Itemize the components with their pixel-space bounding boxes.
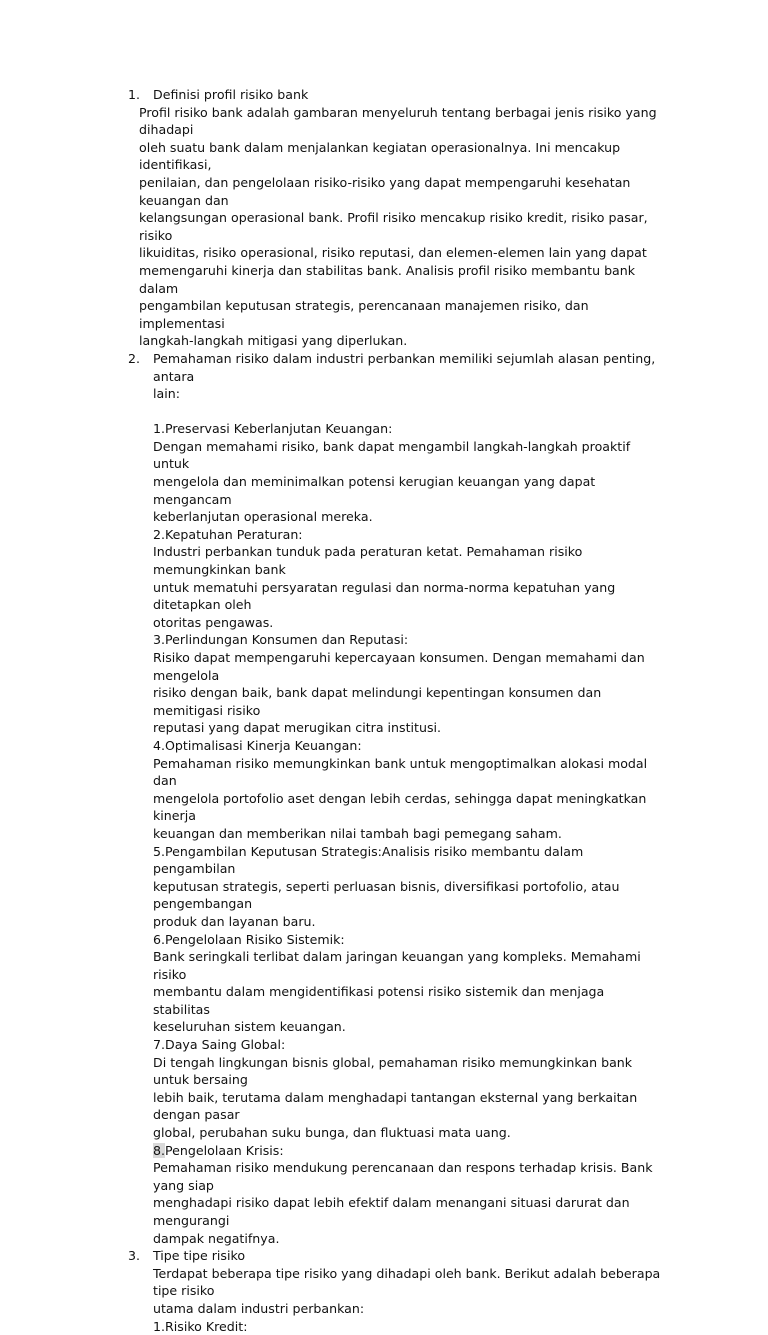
reason-body: Dengan memahami risiko, bank dapat mengambil langkah-langkah proaktif untuk mengelola dan meminimalkan potensi kerugian keuangan yang dapat mengancam keberlanjutan operasional mereka. — [153, 438, 631, 525]
item-body: Profil risiko bank adalah gambaran menyeluruh tentang berbagai jenis risiko yang dihadapi oleh suatu bank dalam menjalankan kegiatan operasionalnya. Ini mencakup identifikasi, penilaian, dan pengelolaan risiko-risiko yang dapat mempengaruhi kesehatan keuangan dan kelangsungan operasional bank. Profil risiko mencakup risiko kredit, risiko pasar, risiko likuiditas, risiko operasional, risiko reputasi, dan elemen-elemen lain yang dapat memengaruhi kinerja dan stabilitas bank. Analisis profil risiko membantu bank dalam pengambilan keputusan strategis, perencanaan manajemen risiko, dan implementasi langkah-langkah mitigasi yang diperlukan. — [139, 104, 657, 349]
reason-heading — [153, 1142, 664, 1160]
item-body: Terdapat beberapa tipe risiko yang dihadapi oleh bank. Berikut adalah beberapa tipe risiko utama dalam industri perbankan: — [153, 1265, 661, 1316]
reason-block — [153, 931, 664, 1037]
list-item-2 — [128, 350, 664, 1247]
highlighted-number: 8. — [153, 1142, 166, 1158]
reason-heading: 1.Preservasi Keberlanjutan Keuangan: — [153, 421, 393, 437]
reason-block — [153, 420, 664, 526]
item-title: Pemahaman risiko dalam industri perbankan memiliki sejumlah alasan penting, antara lain: — [153, 350, 656, 402]
reason-heading: 6.Pengelolaan Risiko Sistemik: — [153, 931, 345, 947]
blank-line — [153, 403, 664, 421]
reason-block — [153, 631, 664, 737]
reasons-list — [153, 420, 664, 1247]
reason-heading: 7.Daya Saing Global: — [153, 1037, 286, 1053]
reason-heading: 3.Perlindungan Konsumen dan Reputasi: — [153, 632, 409, 648]
reason-body: Industri perbankan tunduk pada peraturan ketat. Pemahaman risiko memungkinkan bank untuk mematuhi persyaratan regulasi dan norma-norma kepatuhan yang ditetapkan oleh otoritas pengawas. — [153, 544, 616, 630]
reason-heading: 4.Optimalisasi Kinerja Keuangan: — [153, 737, 362, 753]
reason-body: Bank seringkali terlibat dalam jaringan keuangan yang kompleks. Memahami risiko membantu dalam mengidentifikasi potensi risiko sistemik dan menjaga stabilitas keseluruhan sistem keuangan. — [153, 949, 641, 1035]
reason-body: Di tengah lingkungan bisnis global, pemahaman risiko memungkinkan bank untuk bersaing lebih baik, terutama dalam menghadapi tantangan eksternal yang berkaitan dengan pasar global, perubahan suku bunga, dan fluktuasi mata uang. — [153, 1054, 638, 1141]
reason-block — [153, 1142, 664, 1248]
reason-block — [153, 526, 664, 632]
reason-block — [153, 1036, 664, 1142]
item-title: Tipe tipe risiko — [153, 1248, 246, 1264]
reason-body: Risiko dapat mempengaruhi kepercayaan konsumen. Dengan memahami dan mengelola risiko dengan baik, bank dapat melindungi kepentingan konsumen dan memitigasi risiko reputasi yang dapat merugikan citra institusi. — [153, 650, 645, 736]
list-item-3 — [128, 1247, 664, 1335]
list-item-1 — [128, 86, 664, 350]
list-number: 1. — [128, 87, 141, 102]
reason-heading: 2.Kepatuhan Peraturan: — [153, 526, 303, 542]
reason-heading-text: Pengelolaan Krisis: — [165, 1142, 284, 1158]
reason-body: Pemahaman risiko mendukung perencanaan dan respons terhadap krisis. Bank yang siap menghadapi risiko dapat lebih efektif dalam menangani situasi darurat dan mengurangi dampak negatifnya. — [153, 1160, 653, 1246]
risk-type-heading: 1.Risiko Kredit: — [153, 1318, 248, 1334]
list-number: 2. — [128, 350, 141, 366]
reason-body: keputusan strategis, seperti perluasan bisnis, diversifikasi portofolio, atau pengembangan produk dan layanan baru. — [153, 878, 620, 929]
list-number: 3. — [128, 1248, 141, 1264]
document-content — [128, 86, 664, 1335]
reason-block — [153, 737, 664, 843]
item-title: Definisi profil risiko bank — [153, 87, 309, 102]
reason-block — [153, 843, 664, 931]
reason-heading: 5.Pengambilan Keputusan Strategis:Analisis risiko membantu dalam pengambilan — [153, 843, 584, 877]
reason-body: Pemahaman risiko memungkinkan bank untuk mengoptimalkan alokasi modal dan mengelola portofolio aset dengan lebih cerdas, sehingga dapat meningkatkan kinerja keuangan dan memberikan nilai tambah bagi pemegang saham. — [153, 755, 648, 841]
